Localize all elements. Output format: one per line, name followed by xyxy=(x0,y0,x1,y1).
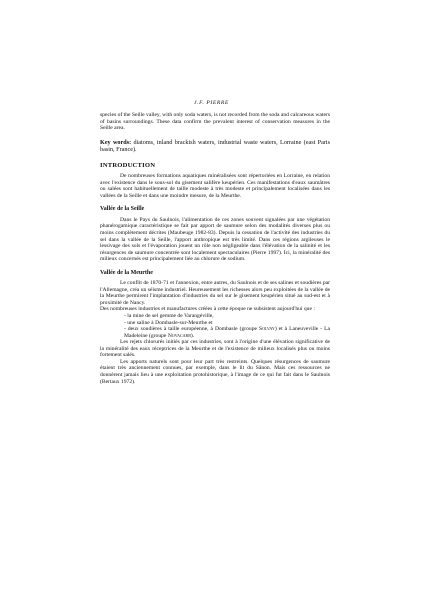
introduction-paragraph: De nombreuses formations aquatiques minéralisées sont répertoriées en Lorraine, en relation avec l'existence dans le sous-sol du gisement salifère keupérien. Ces manifestations d'eaux saumâtres ou salées sont habituellement de taille modeste à très modeste et principalement localisées dans les vallées de la Seille et dans une moindre mesure, de la Meurthe. xyxy=(100,173,330,199)
list-item: - la mine de sel gemme de Varangéville, xyxy=(124,313,214,320)
industries-list xyxy=(100,313,330,339)
keywords-paragraph xyxy=(100,139,330,153)
subsection-title-meurthe: Vallée de la Meurthe xyxy=(100,269,153,276)
abstract-end-paragraph: species of the Seille valley, with only soda waters, is not recorded from the soda and calcareous waters of basins surroundings. These data confirm the prevalent interest of conservation measures in the Seille area. xyxy=(100,112,330,132)
running-header: J.F. PIERRE xyxy=(194,100,229,106)
list-item-text: ) et à Laneuveville - La Madeleine (groupe xyxy=(124,326,330,339)
keywords-label: Key words: xyxy=(100,138,132,146)
meurthe-paragraph-3: Les rejets chlorurés initiés par ces industries, sont à l'origine d'une élévation significative de la minéralité des eaux réceptrices de la Meurthe et de l'existence de milieux localisés plus ou moins fortement salés. xyxy=(100,339,330,359)
meurthe-paragraph-2: Des nombreuses industries et manufactures créées à cette époque ne subsistent aujourd'hui que : xyxy=(100,306,315,313)
company-name: Solvay xyxy=(258,326,275,333)
list-item xyxy=(124,326,330,339)
meurthe-paragraph-4: Les apports naturels sont pour leur part très restreints. Quelques résurgences de saumure étaient très anciennement connues, par exemple, dans le lit du Sânon. Mais ces ressources ne donnèrent jamais lieu à une exploitation protohistorique, à l'image de ce qui fut fait dans le Saulnois (Bertaux 1972). xyxy=(100,358,330,385)
keywords-text: diatoms, inland brackish waters, industrial waste waters, Lorraine (east Paris basin, France). xyxy=(100,138,331,153)
section-title-introduction: INTRODUCTION xyxy=(100,161,156,169)
page-body xyxy=(100,112,330,385)
list-item: - une saline à Dombasle-sur-Meurthe et xyxy=(124,319,213,326)
subsection-title-seille: Vallée de la Seille xyxy=(100,206,145,213)
seille-paragraph: Dans le Pays du Saulnois, l'alimentation de ces zones souvent signalées par une végétation phanérogamique caractéristique se fait par apport de saumure selon des modalités diverses plus ou moins complètement décrites (Maubeuge 1982-83). Depuis la cessation de l'activité des industries du sel dans la vallée de la Seille, l'apport anthropique est très limité. Dans ces régions argileuses le lessivage des sols et l'évaporation jouent un rôle non négligeable dans l'élévation de la salinité et les résurgences de saumure concentrée sont localement spectaculaires (Pierre 1997). Ici, la minéralité des milieux concernés est principalement liée au chlorure de sodium. xyxy=(100,216,330,263)
meurthe-paragraph-1: Le conflit de 1870-71 et l'annexion, entre autres, du Saulnois et de ses salines et soudières par l'Allemagne, créa un séisme industriel. Heureusement les richesses alors peu exploitées de la vallée de la Meurthe permirent l'implantation d'industries du sel sur le gisement keupérien situé au sud-est et à proximité de Nancy. xyxy=(100,280,330,306)
list-item-text: - deux soudières à taille européenne, à Dombasle (groupe xyxy=(124,326,259,333)
company-name: Novacarb xyxy=(167,332,191,339)
list-item-text: ). xyxy=(190,332,195,339)
